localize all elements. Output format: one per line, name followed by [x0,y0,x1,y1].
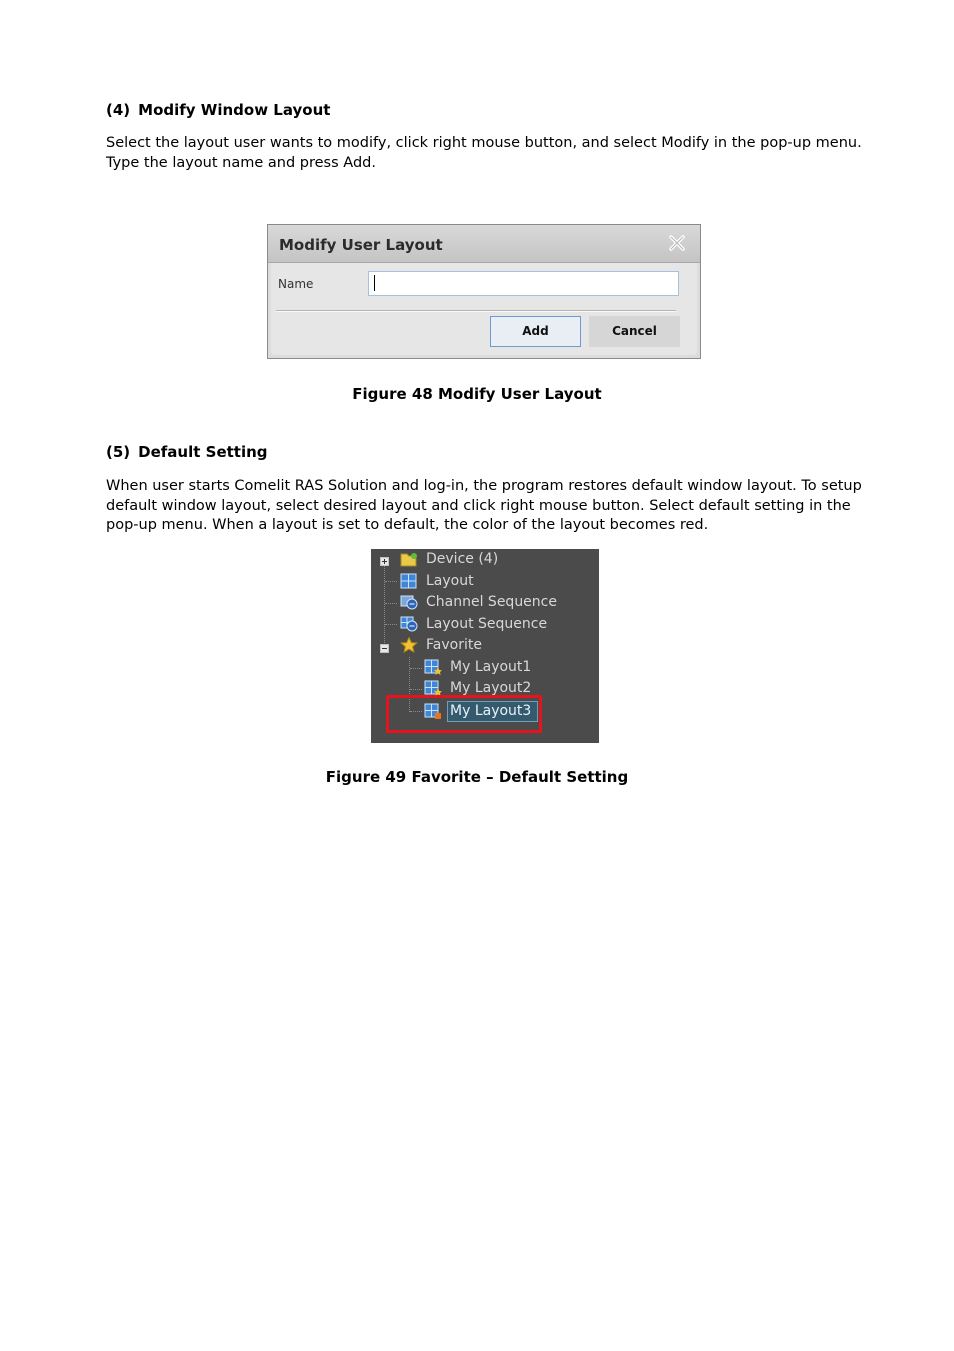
favorite-layout-icon [424,680,442,696]
section-5-title: Default Setting [138,443,268,461]
layout-sequence-icon [400,616,418,632]
modify-user-layout-dialog [267,224,701,359]
section-5-text-line: When user starts Comelit RAS Solution and log-in, the program restores default window layout. To setup [106,478,862,494]
close-x-icon[interactable] [666,232,688,254]
section-4-text-line: Select the layout user wants to modify, click right mouse button, and select Modify in the pop-up menu. [106,135,862,151]
tree-connector [385,581,397,582]
section-4-paragraph [106,134,866,173]
tree-connector [410,689,422,690]
name-input[interactable] [368,271,679,296]
tree-item-label: My Layout3 [450,703,532,719]
section-5-heading [106,443,268,461]
figure-49-caption: Figure 49 Favorite – Default Setting [325,768,629,786]
device-folder-icon [400,551,418,567]
name-label: Name [278,277,314,291]
default-layout-icon [424,703,442,719]
tree-connector [384,565,385,647]
tree-item-label: Layout [426,573,474,589]
section-5-text-line: pop-up menu. When a layout is set to default, the color of the layout becomes red. [106,517,709,533]
tree-connector [385,624,397,625]
section-4-title: Modify Window Layout [138,101,331,119]
tree-item-label: My Layout1 [450,659,532,675]
dialog-body [271,263,697,355]
favorite-layout-icon [424,659,442,675]
layout-grid-icon [400,573,418,589]
cancel-button[interactable]: Cancel [589,316,680,347]
tree-item-label: Favorite [426,637,482,653]
figure-48-caption: Figure 48 Modify User Layout [352,385,602,403]
channel-sequence-icon [400,594,418,610]
section-5-number: (5) [106,443,131,461]
collapse-toggle-icon[interactable] [380,644,389,653]
tree-item-label: Layout Sequence [426,616,548,632]
tree-item-label: My Layout2 [450,680,532,696]
section-5-paragraph [106,477,866,536]
text-caret [374,275,375,291]
dialog-title: Modify User Layout [279,236,443,254]
tree-connector [385,603,397,604]
tree-connector [410,668,422,669]
expand-toggle-icon[interactable] [380,557,389,566]
dialog-divider [276,310,676,312]
dialog-title-bar [268,225,700,263]
star-icon [400,637,418,653]
section-5-text-line: default window layout, select desired layout and click right mouse button. Select default setting in the [106,497,851,514]
add-button[interactable]: Add [490,316,581,347]
section-4-text-line: Type the layout name and press Add. [106,154,376,171]
section-4-number: (4) [106,101,131,119]
section-4-heading [106,101,330,119]
tree-item-label: Device (4) [426,551,499,567]
tree-item-label: Channel Sequence [426,594,557,610]
